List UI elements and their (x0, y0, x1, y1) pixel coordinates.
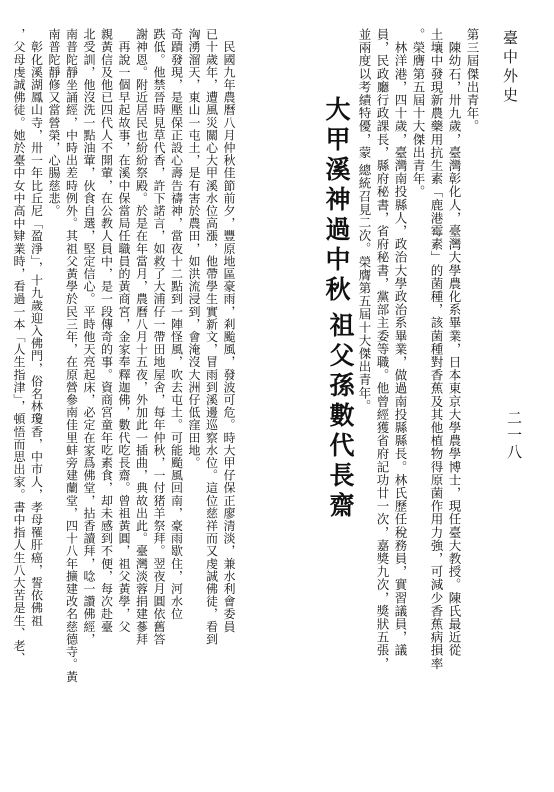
text-column: 親黃信及他已四代人不開葷，在公教人員中，是一段傳奇的事。資商宮童年吃素食，却未感到不便，每次赴臺 (99, 28, 114, 633)
article-title: 大甲溪神過中秋 (322, 96, 351, 306)
text-column: 。榮膺第五屆十大傑出青年。 (411, 28, 426, 199)
text-column: 洶湧溜天，東山一屯土，是有害於農田，如洪流浸到，會淹沒大洲仔低窪田地。 (187, 28, 201, 469)
text-column: 南普陀靜修又當營榮，心腸慈悲。 (47, 28, 61, 217)
text-column: ，父母虔誠佛徒。她於臺中女中高中肄業時，看過一本「人生指津」，頓悟而思出家。書中指人生八大苦是生、老、 (12, 28, 26, 665)
text-column: 第三屆傑出青年。 (465, 28, 480, 133)
article-body (11, 28, 237, 768)
text-column: 民國九年農曆八月仲秋佳節前夕，豐原地區豪雨，剎颱風，發波可危。時大甲仔保正廖清淡，兼水利會委員 (222, 28, 236, 633)
text-column: 再說一個早起故事，在溪中保當局任職員的黃商宮，金家奉釋迦佛，數代吃長齋。曾祖黃圓，祖父黃學，父 (117, 28, 131, 633)
running-title: 臺中外史 (501, 30, 519, 106)
text-column: 並兩度以考績特優，蒙 總統召見二次。榮膺第五屆十大傑出青年。 (357, 28, 372, 413)
text-column: 彰化溪湖鳳山寺，卅一年比丘尼「盈淨」，十九歲迎入佛門，俗名林瓊香，中市人，孝母罹肝癌，誓依佛祖 (29, 28, 44, 627)
text-column: 北受訓，他沒洗一點油葷，伙食自選，堅定信心。平時他天亮起床，必定在家爲佛堂，拈香讀拜，唸一讚佛經， (82, 28, 96, 646)
text-column: 南普陀靜坐誦經，中時出差時例外。其祖父黃學於民三年，在原營參南佳里蚌旁建蘭堂，四十八年擴建改名慈德寺。黃 (64, 28, 79, 684)
text-column: 員，民政廳行政課長，縣府秘書，省府秘書，黨部主委等職。他曾經獲省府記功廿一次，嘉獎九次，獎狀五張， (375, 28, 390, 670)
text-column: 謝神恩。附近居民也紛紛祭殿。於是在年當月，農曆八月十五夜，外加此一插曲，典故出此。臺灣淡蓉捐建蔘拜 (134, 28, 149, 646)
text-column: 跌低。他禁晉時見草代香，許下諾言，如救了大浦仔一帶田地屋舍，每年仲秋，一付猪羊祭拜。翌夜月圓依舊答 (152, 28, 166, 646)
text-column: 陳幼石，卅九歲，臺灣彰化人，臺灣大學農化系畢業，日本東京大學農學博士，現任臺大教授。陳氏最近從 (447, 28, 462, 657)
page-number: 二一八 (505, 410, 523, 461)
previous-section-text (356, 28, 480, 768)
text-column: 林洋港，四十歲，臺灣南投縣人，政治大學政治系畢業，做過南投縣縣長。林氏歷任稅務員，實習議員，議 (393, 28, 408, 657)
text-column: 已十歲年，遭風災關心大甲溪水位高漲，他帶學生實新文，冒雨到溪邊巡察水位。這位慈祥而又虔誠佛徒，看到 (204, 28, 219, 646)
article-subtitle: 祖父孫數代長齋 (326, 312, 355, 522)
text-column: 奇蹟發現，是壓保正設心壽告禱神，當夜十二點到一陣怪風，吹去屯土。可能颱風回南，豪雨歇住，河水位 (169, 28, 184, 621)
text-column: 土壤中發現新農藥用抗生素「鹿港霉素」的菌種，該菌種對香蕉及其他植物得原菌作用力強，可減少香蕉病損率 (429, 28, 444, 670)
